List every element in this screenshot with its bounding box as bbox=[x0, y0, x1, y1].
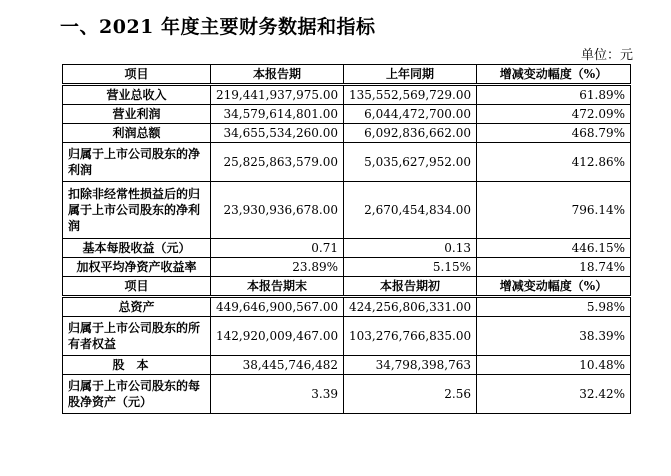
table-row bbox=[63, 317, 631, 356]
change-value: 468.79% bbox=[477, 124, 631, 143]
prior-value: 6,092,836,662.00 bbox=[344, 124, 477, 143]
change-value: 61.89% bbox=[477, 85, 631, 105]
row-label: 利润总额 bbox=[63, 124, 211, 143]
change-value: 412.86% bbox=[477, 143, 631, 182]
prior-value: 0.13 bbox=[344, 239, 477, 258]
period-start-value: 424,256,806,331.00 bbox=[344, 297, 477, 317]
prior-value: 2,670,454,834.00 bbox=[344, 182, 477, 239]
table-row bbox=[63, 356, 631, 375]
change-value: 38.39% bbox=[477, 317, 631, 356]
financial-data-table bbox=[62, 64, 631, 414]
prior-value: 135,552,569,729.00 bbox=[344, 85, 477, 105]
period-start-value: 2.56 bbox=[344, 375, 477, 414]
row-label: 营业总收入 bbox=[63, 85, 211, 105]
period-start-value: 34,798,398,763 bbox=[344, 356, 477, 375]
header-prior-period: 上年同期 bbox=[344, 65, 477, 85]
current-value: 0.71 bbox=[211, 239, 344, 258]
change-value: 10.48% bbox=[477, 356, 631, 375]
header-change-pct: 增减变动幅度（%） bbox=[477, 277, 631, 297]
row-label: 加权平均净资产收益率 bbox=[63, 258, 211, 277]
row-label: 扣除非经常性损益后的归属于上市公司股东的净利润 bbox=[63, 182, 211, 239]
row-label: 归属于上市公司股东的净利润 bbox=[63, 143, 211, 182]
row-label: 归属于上市公司股东的每股净资产（元） bbox=[63, 375, 211, 414]
row-label: 基本每股收益（元） bbox=[63, 239, 211, 258]
row-label: 营业利润 bbox=[63, 105, 211, 124]
table-row bbox=[63, 105, 631, 124]
table-row bbox=[63, 182, 631, 239]
period-end-value: 449,646,900,567.00 bbox=[211, 297, 344, 317]
period-end-value: 38,445,746,482 bbox=[211, 356, 344, 375]
current-value: 25,825,863,579.00 bbox=[211, 143, 344, 182]
prior-value: 5,035,627,952.00 bbox=[344, 143, 477, 182]
period-end-value: 3.39 bbox=[211, 375, 344, 414]
prior-value: 6,044,472,700.00 bbox=[344, 105, 477, 124]
change-value: 32.42% bbox=[477, 375, 631, 414]
header-current-period: 本报告期 bbox=[211, 65, 344, 85]
change-value: 796.14% bbox=[477, 182, 631, 239]
table-row bbox=[63, 143, 631, 182]
change-value: 446.15% bbox=[477, 239, 631, 258]
header-change-pct: 增减变动幅度（%） bbox=[477, 65, 631, 85]
period-end-value: 142,920,009,467.00 bbox=[211, 317, 344, 356]
table-header-row bbox=[63, 65, 631, 85]
header-period-start: 本报告期初 bbox=[344, 277, 477, 297]
row-label: 股本 bbox=[63, 356, 211, 375]
change-value: 5.98% bbox=[477, 297, 631, 317]
row-label: 归属于上市公司股东的所有者权益 bbox=[63, 317, 211, 356]
unit-label: 单位：元 bbox=[580, 48, 633, 63]
table-row bbox=[63, 124, 631, 143]
table-row bbox=[63, 258, 631, 277]
change-value: 472.09% bbox=[477, 105, 631, 124]
table-row bbox=[63, 239, 631, 258]
current-value: 34,579,614,801.00 bbox=[211, 105, 344, 124]
period-start-value: 103,276,766,835.00 bbox=[344, 317, 477, 356]
table-row bbox=[63, 375, 631, 414]
current-value: 219,441,937,975.00 bbox=[211, 85, 344, 105]
row-label: 总资产 bbox=[63, 297, 211, 317]
table-subheader-row bbox=[63, 277, 631, 297]
header-period-end: 本报告期末 bbox=[211, 277, 344, 297]
current-value: 23,930,936,678.00 bbox=[211, 182, 344, 239]
table-row bbox=[63, 297, 631, 317]
prior-value: 5.15% bbox=[344, 258, 477, 277]
current-value: 23.89% bbox=[211, 258, 344, 277]
header-item: 项目 bbox=[63, 277, 211, 297]
table-row bbox=[63, 85, 631, 105]
section-heading: 一、2021 年度主要财务数据和指标 bbox=[60, 16, 376, 38]
change-value: 18.74% bbox=[477, 258, 631, 277]
current-value: 34,655,534,260.00 bbox=[211, 124, 344, 143]
header-item: 项目 bbox=[63, 65, 211, 85]
